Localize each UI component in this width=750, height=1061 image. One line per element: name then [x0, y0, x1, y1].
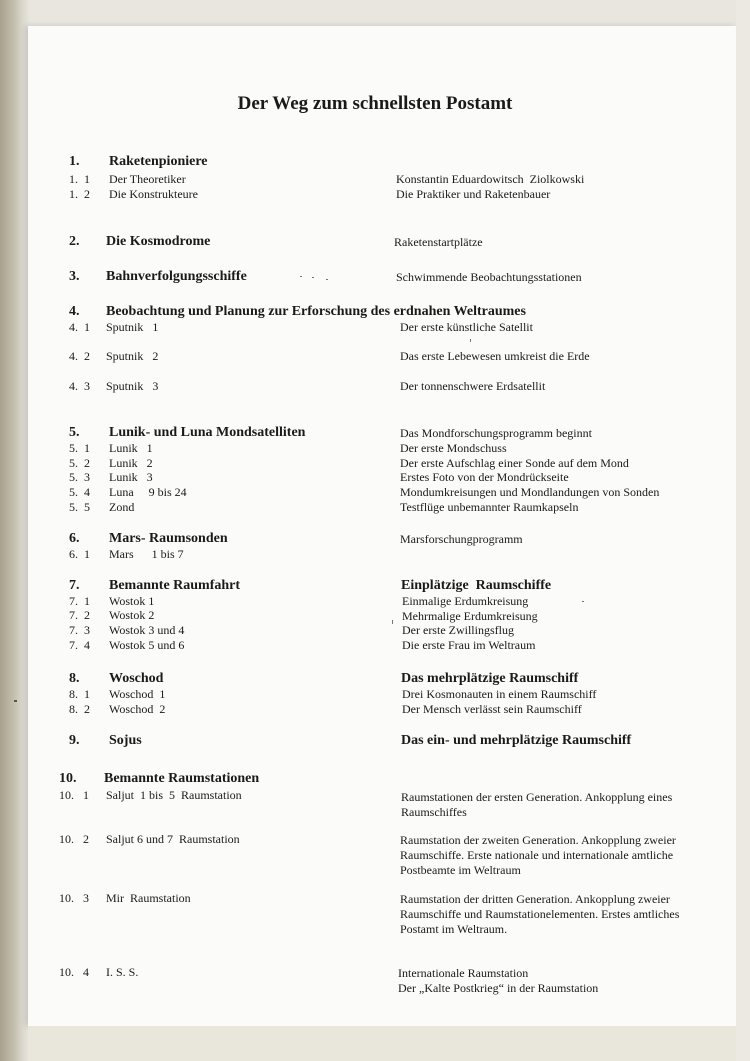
section-number: 1. — [69, 154, 80, 169]
section-description: Das mehrplätzige Raumschiff — [401, 671, 579, 686]
subsection-description: Testflüge unbemannter Raumkapseln — [400, 500, 579, 514]
section-title: Sojus — [109, 733, 142, 748]
section-title: Bemannte Raumstationen — [104, 771, 260, 786]
subsection-title: Mars 1 bis 7 — [109, 547, 184, 561]
subsection-title: Mir Raumstation — [106, 891, 191, 905]
subsection-title: Saljut 6 und 7 Raumstation — [106, 832, 240, 846]
subsection-description: Der erste künstliche Satellit — [400, 320, 533, 334]
subsection-title: Lunik 1 — [109, 441, 153, 455]
subsection-title: Saljut 1 bis 5 Raumstation — [106, 788, 242, 802]
scan-speck — [326, 279, 328, 280]
subsection-title: Zond — [109, 500, 135, 514]
subsection-number: 8. 2 — [69, 702, 90, 716]
subsection-description: Mondumkreisungen und Mondlandungen von Sonden — [400, 485, 660, 499]
subsection-description: Mehrmalige Erdumkreisung — [402, 609, 538, 623]
section-title: Beobachtung und Planung zur Erforschung des erdnahen Weltraumes — [106, 304, 526, 319]
subsection-title: Wostok 3 und 4 — [109, 623, 185, 637]
subsection-title: Sputnik 1 — [106, 320, 159, 334]
subsection-description: Die Praktiker und Raketenbauer — [396, 187, 551, 201]
section-description: Einplätzige Raumschiffe — [401, 578, 552, 593]
section-title: Bemannte Raumfahrt — [109, 578, 241, 593]
subsection-title: Der Theoretiker — [109, 172, 186, 186]
subsection-description: Der tonnenschwere Erdsatellit — [400, 379, 546, 393]
section-title: Lunik- und Luna Mondsatelliten — [109, 425, 306, 440]
section-number: 7. — [69, 578, 80, 593]
subsection-title: Lunik 3 — [109, 470, 153, 484]
scan-speck — [470, 339, 471, 342]
subsection-description: Raumstationen der ersten Generation. Ankopplung eines Raumschiffes — [401, 790, 673, 819]
subsection-description: Das erste Lebewesen umkreist die Erde — [400, 349, 590, 363]
subsection-title: Die Konstrukteure — [109, 187, 198, 201]
section-title: Bahnverfolgungsschiffe — [106, 269, 247, 284]
section-number: 5. — [69, 425, 80, 440]
scan-speck — [312, 277, 314, 278]
subsection-title: Lunik 2 — [109, 456, 153, 470]
section-number: 3. — [69, 269, 80, 284]
subsection-number: 1. 1 — [69, 172, 90, 186]
subsection-description: Konstantin Eduardowitsch Ziolkowski — [396, 172, 585, 186]
section-number: 4. — [69, 304, 80, 319]
subsection-number: 4. 3 — [69, 379, 90, 393]
subsection-description: Der erste Aufschlag einer Sonde auf dem Mond — [400, 456, 629, 470]
section-description: Raketenstartplätze — [394, 235, 483, 249]
subsection-number: 7. 2 — [69, 608, 90, 622]
section-title: Mars- Raumsonden — [109, 531, 228, 546]
section-description: Schwimmende Beobachtungsstationen — [396, 270, 582, 284]
section-number: 2. — [69, 234, 80, 249]
subsection-number: 4. 2 — [69, 349, 90, 363]
document-title: Der Weg zum schnellsten Postamt — [237, 93, 513, 114]
subsection-title: Woschod 2 — [109, 702, 166, 716]
section-number: 8. — [69, 671, 80, 686]
section-number: 6. — [69, 531, 80, 546]
subsection-title: Woschod 1 — [109, 687, 166, 701]
subsection-title: Wostok 1 — [109, 594, 155, 608]
subsection-title: Wostok 5 und 6 — [109, 638, 185, 652]
subsection-title: Wostok 2 — [109, 608, 155, 622]
section-description: Das ein- und mehrplätzige Raumschiff — [401, 733, 632, 748]
scanner-right-strip — [736, 0, 750, 1061]
subsection-title: Sputnik 2 — [106, 349, 159, 363]
subsection-number: 1. 2 — [69, 187, 90, 201]
subsection-description: Erstes Foto von der Mondrückseite — [400, 470, 569, 484]
subsection-number: 10. 2 — [59, 832, 89, 846]
scan-speck — [582, 601, 584, 602]
subsection-description: Der erste Mondschuss — [400, 441, 507, 455]
section-number: 9. — [69, 733, 80, 748]
subsection-number: 10. 3 — [59, 891, 89, 905]
section-title: Raketenpioniere — [109, 154, 208, 169]
subsection-description: Die erste Frau im Weltraum — [402, 638, 536, 652]
subsection-number: 4. 1 — [69, 320, 90, 334]
subsection-description: Einmalige Erdumkreisung — [402, 594, 529, 608]
subsection-number: 5. 1 — [69, 441, 90, 455]
subsection-description: Internationale Raumstation Der „Kalte Postkrieg“ in der Raumstation — [398, 966, 599, 995]
subsection-number: 8. 1 — [69, 687, 90, 701]
scan-speck — [14, 700, 17, 702]
scanner-bottom-strip — [28, 1026, 750, 1061]
subsection-number: 10. 4 — [59, 965, 89, 979]
subsection-number: 5. 3 — [69, 470, 90, 484]
subsection-number: 7. 1 — [69, 594, 90, 608]
subsection-number: 7. 3 — [69, 623, 90, 637]
subsection-description: Drei Kosmonauten in einem Raumschiff — [402, 687, 597, 701]
section-title: Woschod — [109, 671, 164, 686]
subsection-title: Sputnik 3 — [106, 379, 159, 393]
section-description: Das Mondforschungsprogramm beginnt — [400, 426, 592, 440]
section-description: Marsforschungprogramm — [400, 532, 523, 546]
subsection-number: 7. 4 — [69, 638, 90, 652]
scan-speck — [300, 276, 302, 277]
subsection-number: 10. 1 — [59, 788, 89, 802]
subsection-description: Der Mensch verlässt sein Raumschiff — [402, 702, 582, 716]
subsection-description: Raumstation der zweiten Generation. Ankopplung zweier Raumschiffe. Erste nationale und internationale amtliche Postbeamte im Weltraum — [400, 833, 676, 877]
subsection-number: 6. 1 — [69, 547, 90, 561]
scan-speck — [392, 620, 393, 624]
subsection-title: Luna 9 bis 24 — [109, 485, 187, 499]
subsection-number: 5. 5 — [69, 500, 90, 514]
section-title: Die Kosmodrome — [106, 234, 211, 249]
subsection-description: Der erste Zwillingsflug — [402, 623, 514, 637]
section-number: 10. — [59, 771, 77, 786]
subsection-number: 5. 2 — [69, 456, 90, 470]
subsection-number: 5. 4 — [69, 485, 90, 499]
subsection-description: Raumstation der dritten Generation. Ankopplung zweier Raumschiffe und Raumstationelementen. Erstes amtliches Postamt im Weltraum. — [400, 892, 680, 936]
subsection-title: I. S. S. — [106, 965, 139, 979]
